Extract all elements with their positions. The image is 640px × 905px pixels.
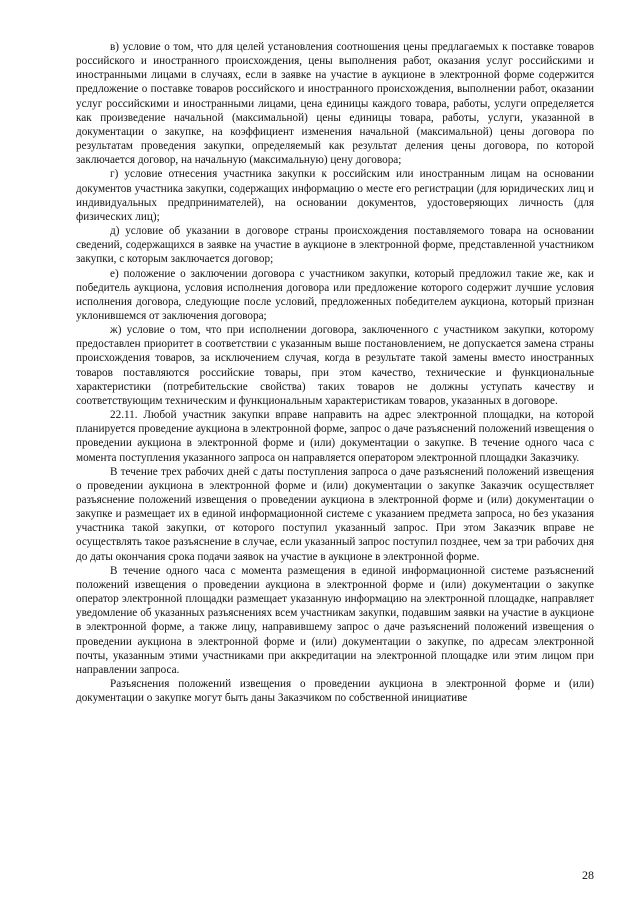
paragraph-d: д) условие об указании в договоре страны происхождения поставляемого товара на основании сведений, содержащихся в заявке на участие в аукционе в электронной форме, представленной участником закупки, с которым заключается договор; bbox=[76, 225, 594, 266]
paragraph-22-11: 22.11. Любой участник закупки вправе направить на адрес электронной площадки, на которой планируется проведение аукциона в электронной форме, запрос о даче разъяснений положений извещения о проведении аукциона в электронной форме и (или) документации о закупке. В течение одного часа с момента поступления указанного запроса он направляется оператором электронной площадки Заказчику. bbox=[76, 409, 594, 464]
paragraph-e: е) положение о заключении договора с участником закупки, который предложил такие же, как и победитель аукциона, условия исполнения договора или предложение которого содержит лучшие условия исполнения договора, следующие после условий, предложенных победителем аукциона, который признан уклонившемся от заключения договора; bbox=[76, 267, 594, 322]
paragraph-clarifications: Разъяснения положений извещения о проведении аукциона в электронной форме и (или) документации о закупке могут быть даны Заказчиком по собственной инициативе bbox=[76, 678, 594, 705]
paragraph-three-days: В течение трех рабочих дней с даты поступления запроса о даче разъяснений положений извещения о проведении аукциона в электронной форме и (или) документации о закупке Заказчик осуществляет разъяснение положений извещения о проведении аукциона в электронной форме и (или) документации о закупке и размещает их в единой информационной системе с указанием предмета запроса, но без указания участника такой закупки, от которого поступил указанный запрос. При этом Заказчик вправе не осуществлять такое разъяснение в случае, если указанный запрос поступил позднее, чем за три рабочих дня до даты окончания срока подачи заявок на участие в аукционе в электронной форме. bbox=[76, 465, 594, 563]
paragraph-zh: ж) условие о том, что при исполнении договора, заключенного с участником закупки, которому предоставлен приоритет в соответствии с указанным выше постановлением, не допускается замена страны происхождения товаров, за исключением случая, когда в результате такой замены вместо иностранных товаров поставляются российские товары, при этом качество, технические и функциональные характеристики (потребительские свойства) таких товаров не должны уступать качеству и соответствующим техническим и функциональным характеристикам товаров, указанных в договоре. bbox=[76, 324, 594, 407]
paragraph-v: в) условие о том, что для целей установления соотношения цены предлагаемых к поставке товаров российского и иностранного происхождения, цены выполнения работ, оказания услуг российскими и иностранными лицами в случаях, если в заявке на участие в аукционе в электронной форме содержится предложение о поставке товаров российского и иностранного происхождения, выполнении работ, оказании услуг российскими и иностранными лицами, цена единицы каждого товара, работы, услуги определяется как произведение начальной (максимальной) цены единицы товара, работы, услуги, указанной в документации о закупке, на коэффициент изменения начальной (максимальной) цены договора по результатам проведения закупки, определяемый как результат деления цены договора, по которой заключается договор, на начальную (максимальную) цену договора; bbox=[76, 41, 594, 167]
page-number: 28 bbox=[582, 868, 594, 882]
paragraph-g: г) условие отнесения участника закупки к российским или иностранным лицам на основании документов участника закупки, содержащих информацию о месте его регистрации (для юридических лиц и индивидуальных предпринимателей), на основании документов, удостоверяющих личность (для физических лиц); bbox=[76, 168, 594, 223]
document-body bbox=[76, 40, 594, 705]
paragraph-one-hour: В течение одного часа с момента размещения в единой информационной системе разъяснений положений извещения о проведении аукциона в электронной форме и (или) документации о закупке оператор электронной площадки размещает указанную информацию на электронной площадке, направляет уведомление об указанных разъяснениях всем участникам закупки, подавшим заявки на участие в аукционе в электронной форме, а также лицу, направившему запрос о даче разъяснений положений извещения о проведении аукциона в электронной форме и (или) документации о закупке, по адресам электронной почты, указанным этими участниками при аккредитации на электронной площадке или этим лицом при направлении запроса. bbox=[76, 564, 594, 676]
